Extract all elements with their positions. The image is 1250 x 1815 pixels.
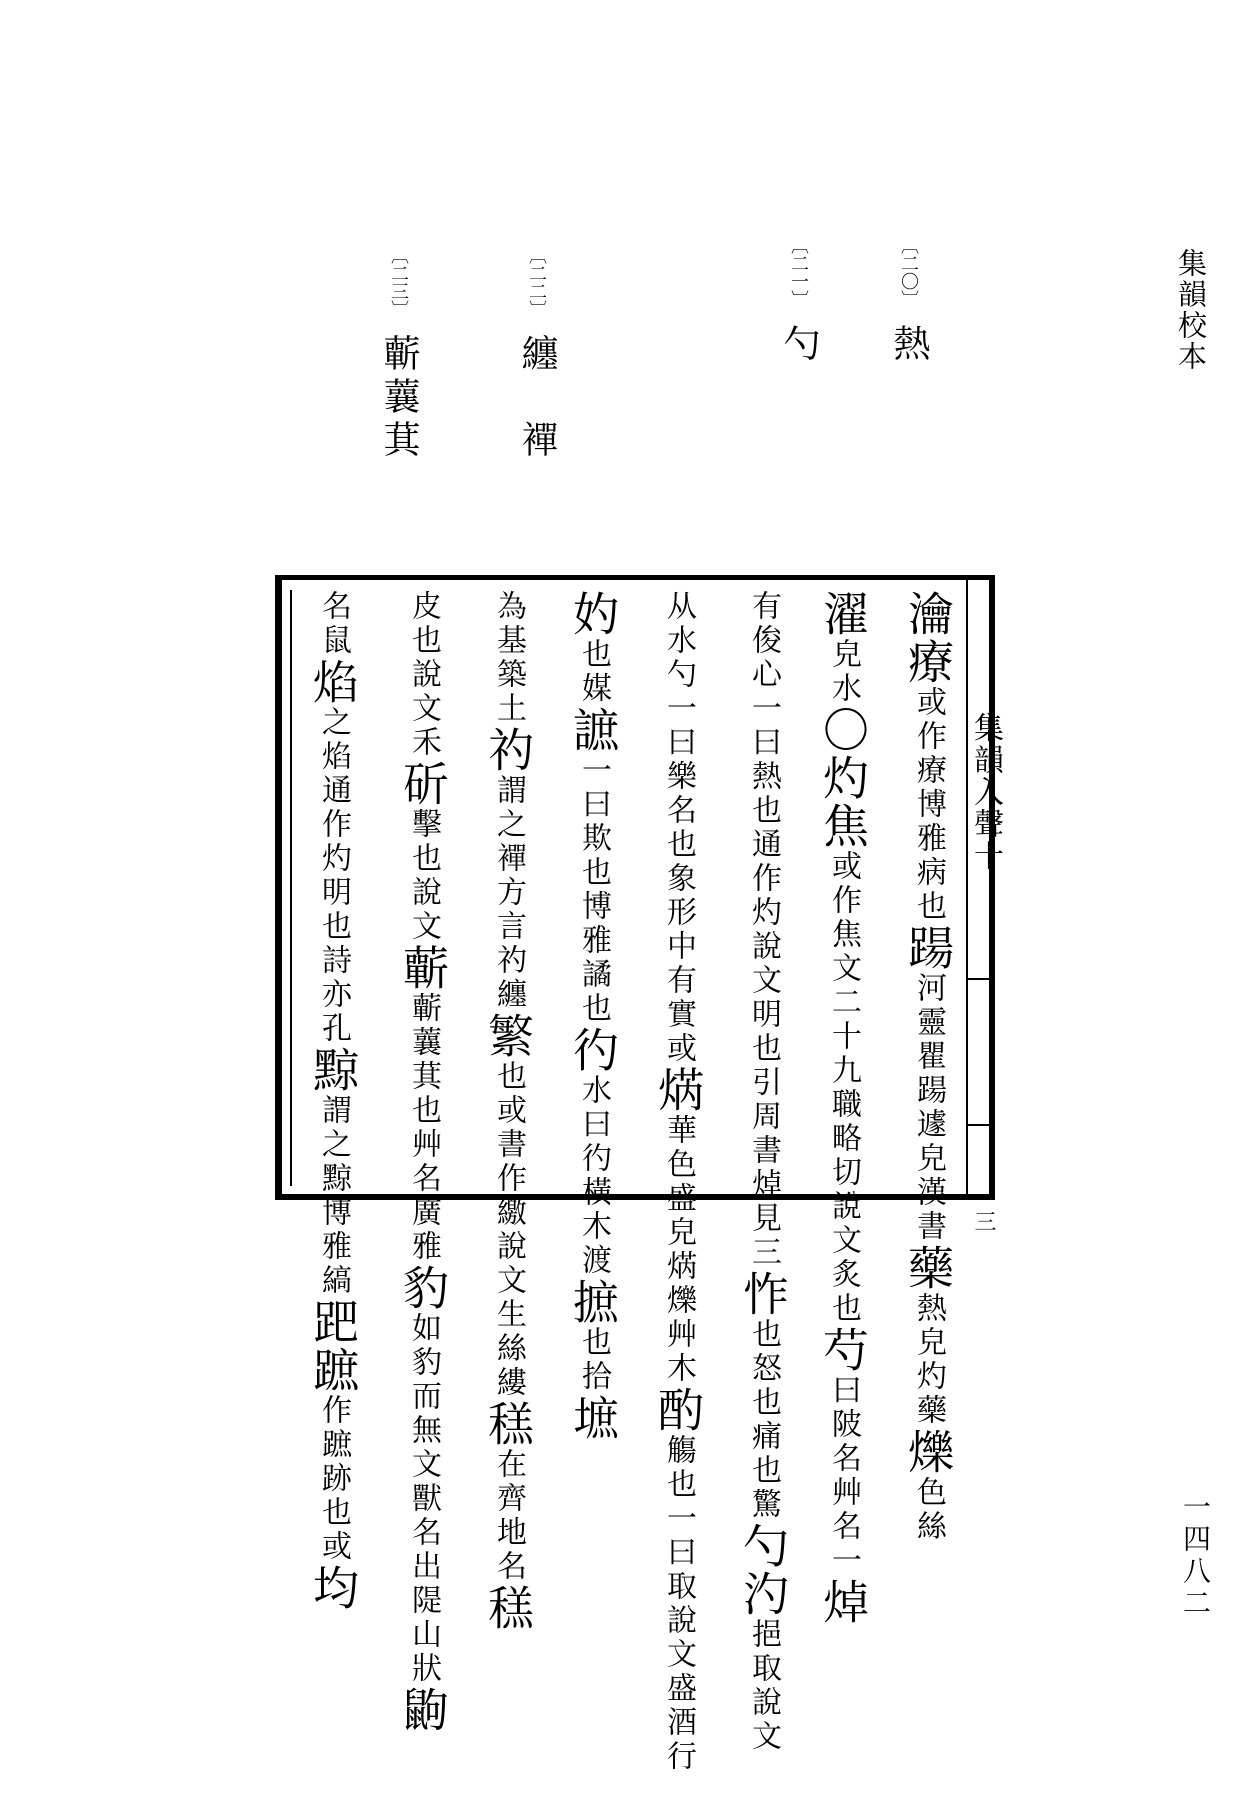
text-column-4	[651, 590, 705, 1774]
note-text: 纏 襌	[515, 334, 558, 463]
gloss: 从水勺一曰樂名也象形中有實或	[661, 590, 696, 1066]
headword: 蘄	[396, 944, 450, 992]
headword: 䅵	[481, 1400, 535, 1448]
gloss: 作蹠跡也或	[316, 1394, 351, 1564]
text-column-8	[306, 590, 360, 1612]
headword: 酌	[651, 1386, 705, 1434]
headword: 怍	[736, 1270, 790, 1318]
note-text: 蘄蘘萁	[377, 334, 420, 463]
headword: 〇灼焦	[816, 706, 870, 850]
gloss: 也媒	[576, 638, 611, 706]
gloss: 觴也一曰取說文盛酒行	[661, 1434, 696, 1774]
gloss: 也拾	[576, 1326, 611, 1394]
headword: 爍	[901, 1428, 955, 1476]
gloss: 謂之襌方言礿纏	[491, 774, 526, 1012]
gloss: 皮也說文禾	[406, 590, 441, 760]
headword: 汋	[736, 1570, 790, 1618]
collation-note-23	[377, 246, 420, 463]
note-marker: 〔二三〕	[388, 246, 409, 318]
text-column-7	[396, 590, 450, 1734]
headword: 焫	[651, 1066, 705, 1114]
gloss: 或作療博雅病也	[911, 686, 946, 924]
gloss: 皃水	[826, 638, 861, 706]
headword: 豹	[396, 1264, 450, 1312]
headword: 斫	[396, 760, 450, 808]
gloss: 色絲	[911, 1476, 946, 1544]
headword: 蹠	[306, 1346, 360, 1394]
headword: 均	[306, 1564, 360, 1612]
headword: 芍	[816, 1326, 870, 1374]
note-text: 勺	[777, 324, 820, 367]
headword: 黥	[306, 1046, 360, 1094]
gloss: 名鼠	[316, 590, 351, 658]
gloss: 蘄蘘萁也艸名廣雅	[406, 992, 441, 1264]
headword: 摭	[566, 1278, 620, 1326]
gloss: 有俊心一曰熱也通作灼說文明也引周書焯見三	[746, 590, 781, 1270]
headword: 勺	[736, 1522, 790, 1570]
headword: 瀹療	[901, 590, 955, 686]
woodblock-inner-border	[290, 590, 980, 1186]
gloss: 謂之黥博雅縞	[316, 1094, 351, 1298]
gloss: 或作焦文二十九職略切說文炙也	[826, 850, 861, 1326]
gloss: 也怒也痛也驚	[746, 1318, 781, 1522]
headword: 礿	[481, 726, 535, 774]
note-marker: 〔二〇〕	[898, 236, 919, 308]
headword: 跁	[306, 1298, 360, 1346]
gloss: 在齊地名	[491, 1448, 526, 1584]
gloss: 擊也說文	[406, 808, 441, 944]
gloss: 如豹而無文獸名出隄山狀	[406, 1312, 441, 1686]
gloss: 水曰彴橫木渡	[576, 1074, 611, 1278]
headword: 濯	[816, 590, 870, 638]
text-column-6	[481, 590, 535, 1632]
page-number: 一四八二	[1179, 1492, 1212, 1620]
headword: 謶	[566, 706, 620, 754]
book-title: 集韻校本	[1174, 248, 1208, 372]
gloss: 熱皃灼藥	[911, 1292, 946, 1428]
text-column-1	[901, 590, 955, 1544]
gloss: 也或書作繳說文生絲縷	[491, 1060, 526, 1400]
collation-note-20	[887, 236, 930, 367]
collation-note-22	[515, 246, 558, 463]
gloss: 河靈瞿踼遽皃漢書	[911, 972, 946, 1244]
gloss: 為基築土	[491, 590, 526, 726]
headword: 繁	[481, 1012, 535, 1060]
text-column-5	[566, 590, 620, 1442]
headword: 踼	[901, 924, 955, 972]
headword: 彴	[566, 1026, 620, 1074]
headword: 䅵	[481, 1584, 535, 1632]
headword: 焰	[306, 658, 360, 706]
text-column-3	[736, 590, 790, 1754]
note-text: 熱	[887, 324, 930, 367]
banxin-divider	[966, 1124, 995, 1126]
collation-note-21	[777, 236, 820, 367]
headword: 藥	[901, 1244, 955, 1292]
banxin-title: 集韻入聲十	[968, 712, 1003, 872]
headword: 妁	[566, 590, 620, 638]
gloss: 一曰欺也博雅譎也	[576, 754, 611, 1026]
headword: 墌	[566, 1394, 620, 1442]
note-marker: 〔二一〕	[788, 236, 809, 308]
gloss: 曰陂名艸名一	[826, 1374, 861, 1578]
gloss: 華色盛皃焫爍艸木	[661, 1114, 696, 1386]
gloss: 挹取說文	[746, 1618, 781, 1754]
banxin-leaf-mark: 三	[971, 1210, 996, 1232]
text-column-2	[816, 590, 870, 1626]
banxin-center-column	[966, 575, 995, 1200]
headword: 鼩	[396, 1686, 450, 1734]
note-marker: 〔二二〕	[526, 246, 547, 318]
headword: 焯	[816, 1578, 870, 1626]
banxin-divider	[966, 978, 995, 980]
gloss: 之焰通作灼明也詩亦孔	[316, 706, 351, 1046]
